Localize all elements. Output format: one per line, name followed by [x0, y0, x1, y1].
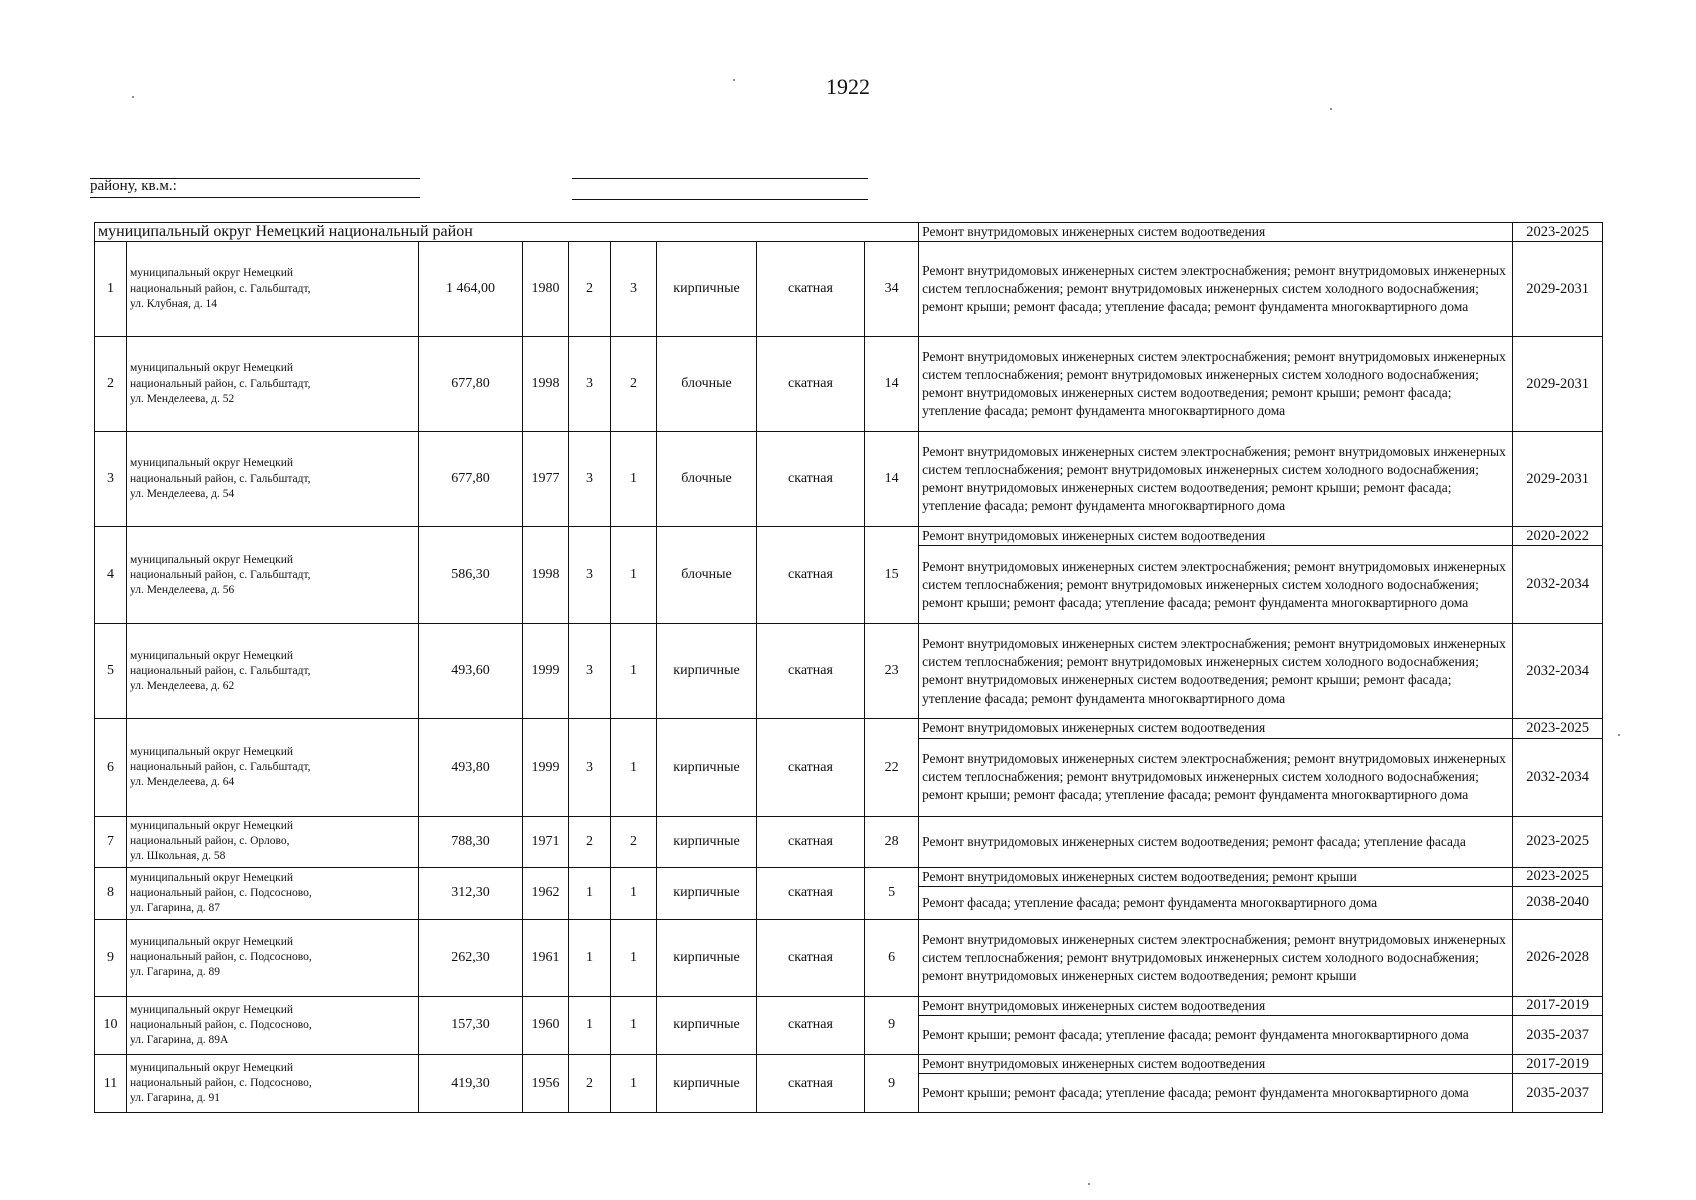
entrances-cell: 1: [611, 432, 657, 527]
roof-cell: скатная: [757, 919, 865, 996]
work-cell: Ремонт крыши; ремонт фасада; утепление фасада; ремонт фундамента многоквартирного дома: [919, 1074, 1513, 1113]
scan-speck: [132, 96, 134, 98]
row-number: 7: [95, 816, 127, 867]
address-cell: [127, 867, 419, 919]
address-cell: [127, 1055, 419, 1113]
roof-cell: скатная: [757, 1055, 865, 1113]
entrances-cell: 3: [611, 242, 657, 337]
work-cell: Ремонт внутридомовых инженерных систем водоотведения: [919, 1055, 1513, 1074]
period-cell: 2017-2019: [1513, 996, 1603, 1015]
walls-cell: блочные: [657, 337, 757, 432]
address-line: национальный район, с. Подсосново,: [130, 886, 312, 899]
residents-cell: 14: [865, 337, 919, 432]
period-cell: 2026-2028: [1513, 919, 1603, 996]
address-line: национальный район, с. Орлово,: [130, 835, 290, 848]
year-cell: 1971: [523, 816, 569, 867]
address-cell: [127, 432, 419, 527]
floors-cell: 2: [569, 242, 611, 337]
entrances-cell: 1: [611, 996, 657, 1054]
year-cell: 1962: [523, 867, 569, 919]
work-cell: Ремонт внутридомовых инженерных систем водоотведения: [919, 527, 1513, 546]
area-cell: 157,30: [419, 996, 523, 1054]
year-cell: 1977: [523, 432, 569, 527]
housing-table: [94, 222, 1603, 1113]
address-line: ул. Гагарина, д. 91: [130, 1092, 221, 1105]
address-line: муниципальный округ Немецкий: [130, 1061, 294, 1074]
address-line: национальный район, с. Подсосново,: [130, 1018, 312, 1031]
work-cell: Ремонт внутридомовых инженерных систем водоотведения; ремонт крыши: [919, 867, 1513, 886]
work-cell: Ремонт внутридомовых инженерных систем электроснабжения; ремонт внутридомовых инженерных систем теплоснабжения; ремонт внутридомовых инженерных систем холодного водоснабжения; ремонт крыши; ремонт фасада; утепление фасада; ремонт фундамента многоквартирного дома: [919, 546, 1513, 624]
address-line: муниципальный округ Немецкий: [130, 457, 294, 470]
table-row: [95, 867, 1603, 886]
roof-cell: скатная: [757, 996, 865, 1054]
row-number: 8: [95, 867, 127, 919]
period-cell: 2038-2040: [1513, 886, 1603, 919]
address-line: ул. Менделеева, д. 52: [130, 392, 235, 405]
row-number: 5: [95, 624, 127, 719]
roof-cell: скатная: [757, 816, 865, 867]
address-cell: [127, 816, 419, 867]
address-line: национальный район, с. Подсосново,: [130, 951, 312, 964]
district-label: муниципальный округ Немецкий национальный район: [95, 223, 919, 242]
floors-cell: 2: [569, 1055, 611, 1113]
roof-cell: скатная: [757, 867, 865, 919]
table-row: [95, 1055, 1603, 1074]
area-cell: 493,60: [419, 624, 523, 719]
work-cell: Ремонт внутридомовых инженерных систем электроснабжения; ремонт внутридомовых инженерных систем теплоснабжения; ремонт внутридомовых инженерных систем холодного водоснабжения; ремонт внутридомовых инженерных систем водоотведения; ремонт крыши; ремонт фасада; утепление фасада; ремонт фундамента многоквартирного дома: [919, 624, 1513, 719]
period-cell: 2023-2025: [1513, 816, 1603, 867]
work-cell: Ремонт внутридомовых инженерных систем электроснабжения; ремонт внутридомовых инженерных систем теплоснабжения; ремонт внутридомовых инженерных систем холодного водоснабжения; ремонт внутридомовых инженерных систем водоотведения; ремонт крыши: [919, 919, 1513, 996]
address-line: ул. Менделеева, д. 54: [130, 487, 235, 500]
entrances-cell: 1: [611, 1055, 657, 1113]
walls-cell: кирпичные: [657, 624, 757, 719]
roof-cell: скатная: [757, 527, 865, 624]
address-line: ул. Гагарина, д. 87: [130, 901, 221, 914]
roof-cell: скатная: [757, 432, 865, 527]
address-cell: [127, 527, 419, 624]
table-row: [95, 242, 1603, 337]
address-line: муниципальный округ Немецкий: [130, 362, 294, 375]
floors-cell: 1: [569, 919, 611, 996]
period-cell: 2017-2019: [1513, 1055, 1603, 1074]
address-line: муниципальный округ Немецкий: [130, 553, 294, 566]
residents-cell: 14: [865, 432, 919, 527]
table-body: [95, 223, 1603, 1113]
entrances-cell: 2: [611, 816, 657, 867]
work-cell: Ремонт внутридомовых инженерных систем водоотведения: [919, 996, 1513, 1015]
entrances-cell: 1: [611, 919, 657, 996]
area-cell: 677,80: [419, 337, 523, 432]
address-line: ул. Гагарина, д. 89А: [130, 1034, 229, 1047]
residents-cell: 23: [865, 624, 919, 719]
row-number: 9: [95, 919, 127, 996]
period-cell: 2035-2037: [1513, 1074, 1603, 1113]
address-line: национальный район, с. Гальбштадт,: [130, 568, 311, 581]
year-cell: 1956: [523, 1055, 569, 1113]
residents-cell: 34: [865, 242, 919, 337]
caption-rule-top-right: [572, 178, 868, 179]
address-line: ул. Менделеева, д. 64: [130, 776, 235, 789]
address-cell: [127, 624, 419, 719]
residents-cell: 15: [865, 527, 919, 624]
walls-cell: кирпичные: [657, 242, 757, 337]
table-row: [95, 527, 1603, 546]
address-line: ул. Гагарина, д. 89: [130, 966, 221, 979]
work-cell: Ремонт фасада; утепление фасада; ремонт фундамента многоквартирного дома: [919, 886, 1513, 919]
row-number: 10: [95, 996, 127, 1054]
year-cell: 1960: [523, 996, 569, 1054]
period-cell: 2029-2031: [1513, 432, 1603, 527]
entrances-cell: 1: [611, 527, 657, 624]
residents-cell: 9: [865, 996, 919, 1054]
page-number: 1922: [826, 74, 870, 99]
address-line: ул. Школьная, д. 58: [130, 850, 226, 863]
residents-cell: 28: [865, 816, 919, 867]
address-line: муниципальный округ Немецкий: [130, 871, 294, 884]
year-cell: 1980: [523, 242, 569, 337]
walls-cell: кирпичные: [657, 719, 757, 816]
walls-cell: кирпичные: [657, 816, 757, 867]
period-cell: 2029-2031: [1513, 242, 1603, 337]
year-cell: 1998: [523, 527, 569, 624]
floors-cell: 3: [569, 527, 611, 624]
address-line: национальный район, с. Гальбштадт,: [130, 377, 311, 390]
walls-cell: кирпичные: [657, 996, 757, 1054]
area-cell: 312,30: [419, 867, 523, 919]
year-cell: 1961: [523, 919, 569, 996]
row-number: 3: [95, 432, 127, 527]
year-cell: 1998: [523, 337, 569, 432]
table-caption: району, кв.м.:: [90, 178, 177, 194]
row-number: 6: [95, 719, 127, 816]
row-number: 11: [95, 1055, 127, 1113]
row-number: 4: [95, 527, 127, 624]
area-cell: 677,80: [419, 432, 523, 527]
scan-speck: [733, 79, 735, 81]
roof-cell: скатная: [757, 719, 865, 816]
address-line: национальный район, с. Гальбштадт,: [130, 282, 311, 295]
period-cell: 2023-2025: [1513, 719, 1603, 738]
row-number: 2: [95, 337, 127, 432]
entrances-cell: 1: [611, 719, 657, 816]
floors-cell: 1: [569, 867, 611, 919]
roof-cell: скатная: [757, 624, 865, 719]
period-cell: 2035-2037: [1513, 1016, 1603, 1055]
address-line: ул. Менделеева, д. 62: [130, 680, 235, 693]
work-cell: Ремонт внутридомовых инженерных систем электроснабжения; ремонт внутридомовых инженерных систем теплоснабжения; ремонт внутридомовых инженерных систем холодного водоснабжения; ремонт внутридомовых инженерных систем водоотведения; ремонт крыши; ремонт фасада; утепление фасада; ремонт фундамента многоквартирного дома: [919, 337, 1513, 432]
period-cell: 2023-2025: [1513, 867, 1603, 886]
address-cell: [127, 919, 419, 996]
residents-cell: 22: [865, 719, 919, 816]
address-line: национальный район, с. Подсосново,: [130, 1077, 312, 1090]
address-line: ул. Менделеева, д. 56: [130, 583, 235, 596]
address-line: ул. Клубная, д. 14: [130, 297, 217, 310]
scan-speck: [1088, 1183, 1090, 1185]
address-line: муниципальный округ Немецкий: [130, 649, 294, 662]
period-cell: 2029-2031: [1513, 337, 1603, 432]
address-line: муниципальный округ Немецкий: [130, 936, 294, 949]
work-cell: Ремонт внутридомовых инженерных систем электроснабжения; ремонт внутридомовых инженерных систем теплоснабжения; ремонт внутридомовых инженерных систем холодного водоснабжения; ремонт внутридомовых инженерных систем водоотведения; ремонт крыши; ремонт фасада; утепление фасада; ремонт фундамента многоквартирного дома: [919, 432, 1513, 527]
address-line: муниципальный округ Немецкий: [130, 1003, 294, 1016]
residents-cell: 6: [865, 919, 919, 996]
floors-cell: 3: [569, 624, 611, 719]
address-cell: [127, 337, 419, 432]
table-row: [95, 816, 1603, 867]
entrances-cell: 1: [611, 624, 657, 719]
work-cell: Ремонт внутридомовых инженерных систем электроснабжения; ремонт внутридомовых инженерных систем теплоснабжения; ремонт внутридомовых инженерных систем холодного водоснабжения; ремонт крыши; ремонт фасада; утепление фасада; ремонт фундамента многоквартирного дома: [919, 738, 1513, 816]
area-cell: 262,30: [419, 919, 523, 996]
address-line: национальный район, с. Гальбштадт,: [130, 664, 311, 677]
residents-cell: 9: [865, 1055, 919, 1113]
walls-cell: блочные: [657, 432, 757, 527]
district-row: [95, 223, 1603, 242]
walls-cell: кирпичные: [657, 867, 757, 919]
table-row: [95, 919, 1603, 996]
area-cell: 1 464,00: [419, 242, 523, 337]
period-cell: 2023-2025: [1513, 223, 1603, 242]
table-row: [95, 337, 1603, 432]
scan-speck: [1330, 108, 1332, 110]
table-row: [95, 719, 1603, 738]
address-cell: [127, 996, 419, 1054]
period-cell: 2032-2034: [1513, 738, 1603, 816]
work-cell: Ремонт внутридомовых инженерных систем электроснабжения; ремонт внутридомовых инженерных систем теплоснабжения; ремонт внутридомовых инженерных систем холодного водоснабжения; ремонт крыши; ремонт фасада; утепление фасада; ремонт фундамента многоквартирного дома: [919, 242, 1513, 337]
scan-speck: [1618, 734, 1620, 736]
work-cell: Ремонт внутридомовых инженерных систем водоотведения: [919, 719, 1513, 738]
entrances-cell: 1: [611, 867, 657, 919]
walls-cell: кирпичные: [657, 919, 757, 996]
caption-rule-bottom-right: [572, 199, 868, 200]
floors-cell: 1: [569, 996, 611, 1054]
address-line: национальный район, с. Гальбштадт,: [130, 760, 311, 773]
table-row: [95, 432, 1603, 527]
row-number: 1: [95, 242, 127, 337]
caption-rule-top-left: [90, 178, 420, 179]
period-cell: 2032-2034: [1513, 624, 1603, 719]
address-line: муниципальный округ Немецкий: [130, 819, 294, 832]
area-cell: 419,30: [419, 1055, 523, 1113]
address-line: национальный район, с. Гальбштадт,: [130, 472, 311, 485]
address-cell: [127, 242, 419, 337]
residents-cell: 5: [865, 867, 919, 919]
walls-cell: кирпичные: [657, 1055, 757, 1113]
table-row: [95, 624, 1603, 719]
work-cell: Ремонт крыши; ремонт фасада; утепление фасада; ремонт фундамента многоквартирного дома: [919, 1016, 1513, 1055]
table-row: [95, 996, 1603, 1015]
area-cell: 493,80: [419, 719, 523, 816]
caption-underline: [90, 197, 420, 198]
roof-cell: скатная: [757, 242, 865, 337]
address-cell: [127, 719, 419, 816]
roof-cell: скатная: [757, 337, 865, 432]
floors-cell: 3: [569, 432, 611, 527]
address-line: муниципальный округ Немецкий: [130, 745, 294, 758]
floors-cell: 3: [569, 337, 611, 432]
floors-cell: 2: [569, 816, 611, 867]
floors-cell: 3: [569, 719, 611, 816]
address-line: муниципальный округ Немецкий: [130, 267, 294, 280]
year-cell: 1999: [523, 624, 569, 719]
area-cell: 788,30: [419, 816, 523, 867]
walls-cell: блочные: [657, 527, 757, 624]
entrances-cell: 2: [611, 337, 657, 432]
work-cell: Ремонт внутридомовых инженерных систем водоотведения: [919, 223, 1513, 242]
area-cell: 586,30: [419, 527, 523, 624]
period-cell: 2020-2022: [1513, 527, 1603, 546]
work-cell: Ремонт внутридомовых инженерных систем водоотведения; ремонт фасада; утепление фасада: [919, 816, 1513, 867]
year-cell: 1999: [523, 719, 569, 816]
period-cell: 2032-2034: [1513, 546, 1603, 624]
